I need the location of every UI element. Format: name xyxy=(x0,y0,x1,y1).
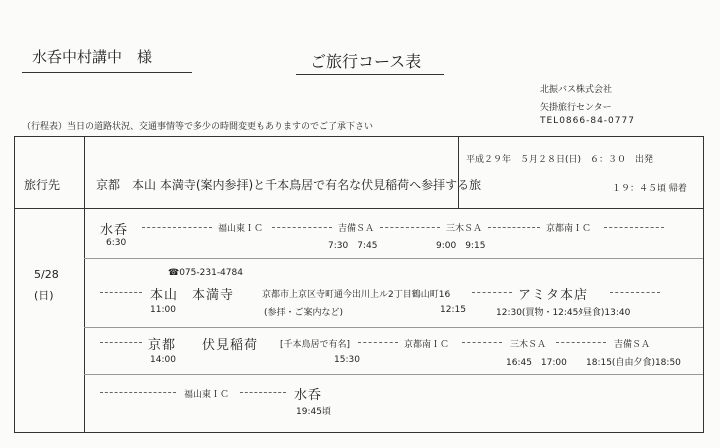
shop-time: 12:30(買物・12:45ﾀ昼食)13:40 xyxy=(496,308,631,318)
date-column-divider xyxy=(458,136,459,208)
stop-fukuyama-higashi-ic-return: 福山東ＩＣ xyxy=(184,390,230,400)
temple-visit-note: (参拝・ご案内など) xyxy=(264,308,344,318)
shrine-depart-time: 15:30 xyxy=(334,355,360,365)
origin-place: 水呑 xyxy=(100,223,129,238)
day-weekday: (日) xyxy=(34,289,54,302)
table-divider xyxy=(14,208,704,209)
temple-arrive-time: 11:00 xyxy=(150,305,176,315)
row-separator-2 xyxy=(84,327,703,328)
route-line xyxy=(610,292,660,293)
temple-phone: ☎075-231-4784 xyxy=(168,268,243,278)
table-bottom-border xyxy=(14,432,704,433)
route-line xyxy=(462,342,502,343)
final-destination: 水呑 xyxy=(294,388,323,403)
row-separator-3 xyxy=(84,374,703,375)
return-line: １９：４５頃 帰着 xyxy=(612,184,687,194)
customer-underline xyxy=(22,72,192,73)
temple-address: 京都市上京区寺町通今出川上ル2丁目鶴山町16 xyxy=(262,290,451,300)
temple-name: 本山 本満寺 xyxy=(150,288,235,303)
route-line xyxy=(100,392,176,393)
miki-sa-return-time: 16:45 17:00 xyxy=(506,358,567,368)
document-title: ご旅行コース表 xyxy=(310,52,422,71)
origin-time: 6:30 xyxy=(106,238,127,248)
route-line xyxy=(142,227,212,228)
route-line xyxy=(100,292,142,293)
final-arrive-time: 19:45頃 xyxy=(296,407,331,417)
shrine-arrive-time: 14:00 xyxy=(150,355,176,365)
shrine-note: [千本鳥居で有名] xyxy=(280,340,351,350)
route-line xyxy=(240,392,286,393)
kibi-sa-time: 7:30 7:45 xyxy=(328,241,378,251)
stop-kyoto-minami-ic: 京都南ＩＣ xyxy=(546,224,592,234)
stop-kibi-sa: 吉備ＳＡ xyxy=(338,224,375,234)
destination-text: 京都 本山 本満寺(案内参拝)と千本鳥居で有名な伏見稲荷へ参拝する旅 xyxy=(96,178,482,192)
stop-kyoto-minami-ic-return: 京都南ＩＣ xyxy=(404,340,450,350)
schedule-note: （行程表）当日の道路状況、交通事情等で多少の時間変更もありますのでご了承下さい xyxy=(22,122,374,132)
temple-depart-time: 12:15 xyxy=(440,305,466,315)
route-line xyxy=(272,227,332,228)
route-line xyxy=(100,342,142,343)
company-tel: TEL0866-84-0777 xyxy=(540,116,635,126)
route-line xyxy=(488,227,540,228)
table-right-border xyxy=(703,136,704,432)
row-separator-1 xyxy=(84,258,703,259)
table-top-border xyxy=(14,136,704,137)
title-underline xyxy=(296,74,444,75)
kibi-sa-return-time: 18:15(自由夕食)18:50 xyxy=(586,358,681,368)
route-line xyxy=(472,292,512,293)
route-line xyxy=(358,342,398,343)
destination-label: 旅行先 xyxy=(24,178,61,192)
customer-name: 水呑中村講中 様 xyxy=(32,48,153,66)
route-line xyxy=(556,342,606,343)
shrine-name: 伏見稲荷 xyxy=(202,338,259,353)
route-line xyxy=(604,227,664,228)
stop-miki-sa: 三木ＳＡ xyxy=(446,224,483,234)
stop-kibi-sa-return: 吉備ＳＡ xyxy=(614,340,651,350)
day-date: 5/28 xyxy=(34,268,59,281)
table-left-border xyxy=(14,136,15,432)
kyoto-city: 京都 xyxy=(148,338,177,353)
departure-line: 平成２９年 ５月２８日(日) ６：３０ 出発 xyxy=(466,155,654,165)
route-line xyxy=(380,227,440,228)
company-department: 矢掛旅行センター xyxy=(540,103,612,113)
company-name: 北振バス株式会社 xyxy=(540,85,613,95)
label-column-divider xyxy=(84,136,85,432)
stop-miki-sa-return: 三木ＳＡ xyxy=(510,340,547,350)
stop-fukuyama-higashi-ic: 福山東ＩＣ xyxy=(218,224,264,234)
shop-name: アミタ本店 xyxy=(518,288,589,303)
miki-sa-time: 9:00 9:15 xyxy=(436,241,486,251)
